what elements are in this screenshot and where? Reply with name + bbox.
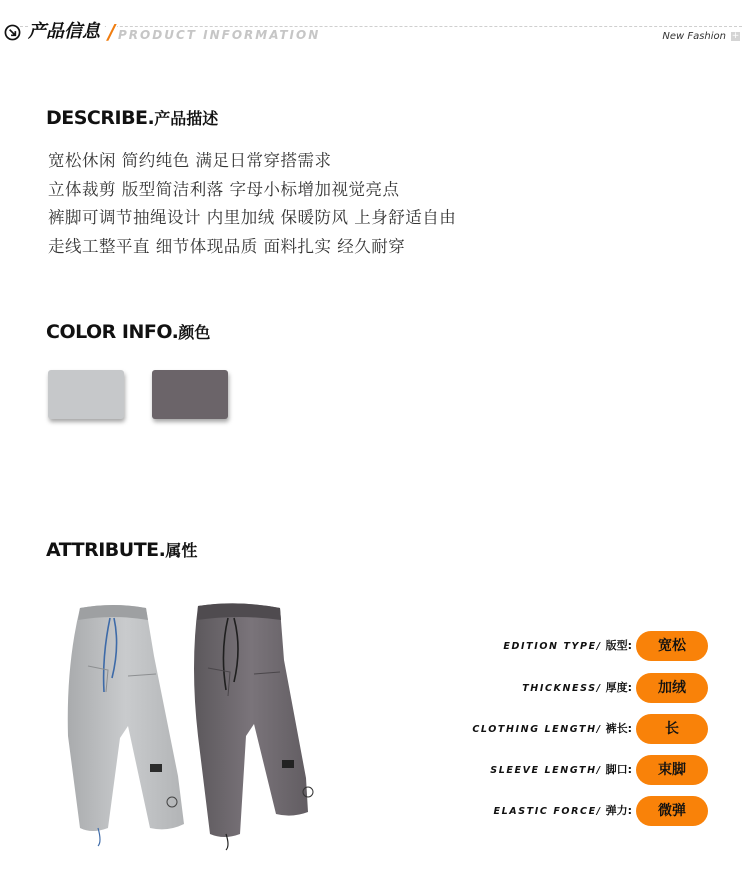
- header-dotted-line: [20, 26, 742, 27]
- attribute-label-cn: 裤长:: [605, 722, 632, 735]
- color-info-title: [46, 320, 210, 345]
- attribute-label-cn: 版型:: [605, 639, 632, 652]
- describe-title-cn: 产品描述: [154, 109, 219, 128]
- color-info-title-en: COLOR INFO.: [46, 321, 179, 343]
- attribute-label: [494, 803, 633, 820]
- attribute-label-cn: 弹力:: [605, 804, 632, 817]
- attribute-title-cn: 属性: [165, 541, 198, 560]
- attribute-label-en: THICKNESS/: [522, 683, 602, 694]
- attribute-label-en: SLEEVE LENGTH/: [490, 765, 602, 776]
- attribute-value-badge: 束脚: [636, 755, 708, 785]
- attribute-label: [472, 721, 632, 738]
- describe-line: 裤脚可调节抽绳设计 内里加绒 保暖防风 上身舒适自由: [48, 208, 457, 227]
- attribute-label-cn: 厚度:: [605, 681, 632, 694]
- attribute-label-en: CLOTHING LENGTH/: [472, 724, 602, 735]
- attribute-row-elastic-force: [400, 796, 710, 826]
- light-gray-pants: [68, 605, 184, 846]
- header-slash: /: [108, 20, 116, 44]
- attribute-label-en: EDITION TYPE/: [503, 641, 602, 652]
- attribute-label-en: ELASTIC FORCE/: [493, 806, 602, 817]
- attribute-row-sleeve-length: [400, 755, 710, 785]
- header-subtitle: PRODUCT INFORMATION: [118, 28, 324, 42]
- describe-title: [46, 106, 218, 131]
- header-title: 产品信息: [28, 20, 104, 44]
- attribute-row-clothing-length: [400, 714, 710, 744]
- arrow-circle-icon: [4, 24, 21, 41]
- attribute-label-cn: 脚口:: [605, 763, 632, 776]
- attribute-value-badge: 长: [636, 714, 708, 744]
- attribute-title-en: ATTRIBUTE.: [46, 539, 166, 561]
- product-pants-image: [58, 596, 328, 854]
- attribute-label: [503, 638, 632, 655]
- describe-title-en: DESCRIBE.: [46, 107, 155, 129]
- attribute-label: [522, 680, 632, 697]
- attribute-value-badge: 微弹: [636, 796, 708, 826]
- attribute-row-thickness: [400, 673, 710, 703]
- color-swatch-dark-gray[interactable]: [152, 370, 228, 419]
- attribute-title: [46, 538, 197, 563]
- attribute-row-edition-type: [400, 631, 710, 661]
- section-header: [0, 0, 750, 60]
- attribute-label: [490, 762, 632, 779]
- header-right-text: New Fashion: [658, 30, 726, 43]
- dark-gray-pants: [194, 603, 313, 850]
- attribute-value-badge: 宽松: [636, 631, 708, 661]
- describe-line: 走线工整平直 细节体现品质 面料扎实 经久耐穿: [48, 236, 406, 256]
- describe-line: 立体裁剪 版型简洁利落 字母小标增加视觉亮点: [48, 179, 400, 199]
- attribute-value-badge: 加绒: [636, 673, 708, 703]
- describe-line: 宽松休闲 简约纯色 满足日常穿搭需求: [48, 151, 332, 170]
- describe-text: [48, 147, 648, 261]
- plus-icon: +: [731, 31, 740, 41]
- color-swatch-light-gray[interactable]: [48, 370, 124, 419]
- color-info-title-cn: 颜色: [178, 323, 211, 342]
